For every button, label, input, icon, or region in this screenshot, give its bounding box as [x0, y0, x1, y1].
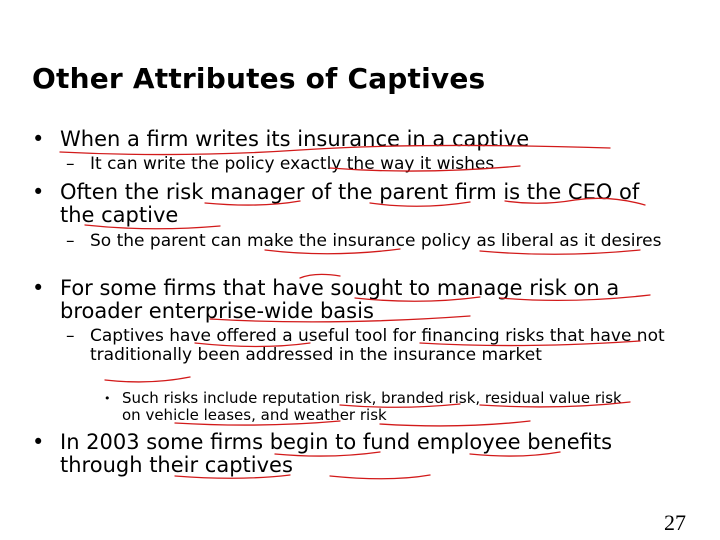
bullet-level1-item — [32, 277, 652, 323]
bullet-level1-item — [32, 431, 652, 477]
bullet-text: Often the risk manager of the parent firm is the CEO of the captive — [60, 180, 640, 227]
bullet-level3-item — [104, 390, 644, 424]
dash-marker: – — [66, 326, 75, 346]
bullet-marker: • — [32, 430, 45, 454]
bullet-marker: • — [32, 276, 45, 300]
bullet-level2-item — [66, 155, 626, 174]
slide-title: Other Attributes of Captives — [32, 62, 486, 95]
bullet-text: In 2003 some firms begin to fund employee benefits through their captives — [60, 430, 613, 477]
bullet-marker: • — [32, 180, 45, 204]
bullet-level2-item — [66, 327, 694, 365]
bullet-level2-item — [66, 232, 686, 251]
bullet-text: When a firm writes its insurance in a captive — [60, 127, 530, 151]
bullet-text: Captives have offered a useful tool for financing risks that have not traditionally been addressed in the insurance market — [90, 326, 665, 365]
bullet-level1-item — [32, 128, 632, 151]
bullet-marker: • — [32, 127, 45, 151]
bullet-text: It can write the policy exactly the way it wishes — [90, 154, 495, 174]
page-number: 27 — [664, 510, 686, 535]
dash-marker: – — [66, 231, 75, 251]
bullet-text: For some firms that have sought to manage risk on a broader enterprise-wide basis — [60, 276, 620, 323]
ink-underline — [105, 377, 190, 382]
bullet-text: Such risks include reputation risk, branded risk, residual value risk on vehicle leases, and weather risk — [122, 389, 622, 424]
bullet-level1-item — [32, 181, 652, 227]
dash-marker: – — [66, 154, 75, 174]
bullet-marker: • — [104, 392, 111, 405]
bullet-text: So the parent can make the insurance policy as liberal as it desires — [90, 231, 662, 251]
